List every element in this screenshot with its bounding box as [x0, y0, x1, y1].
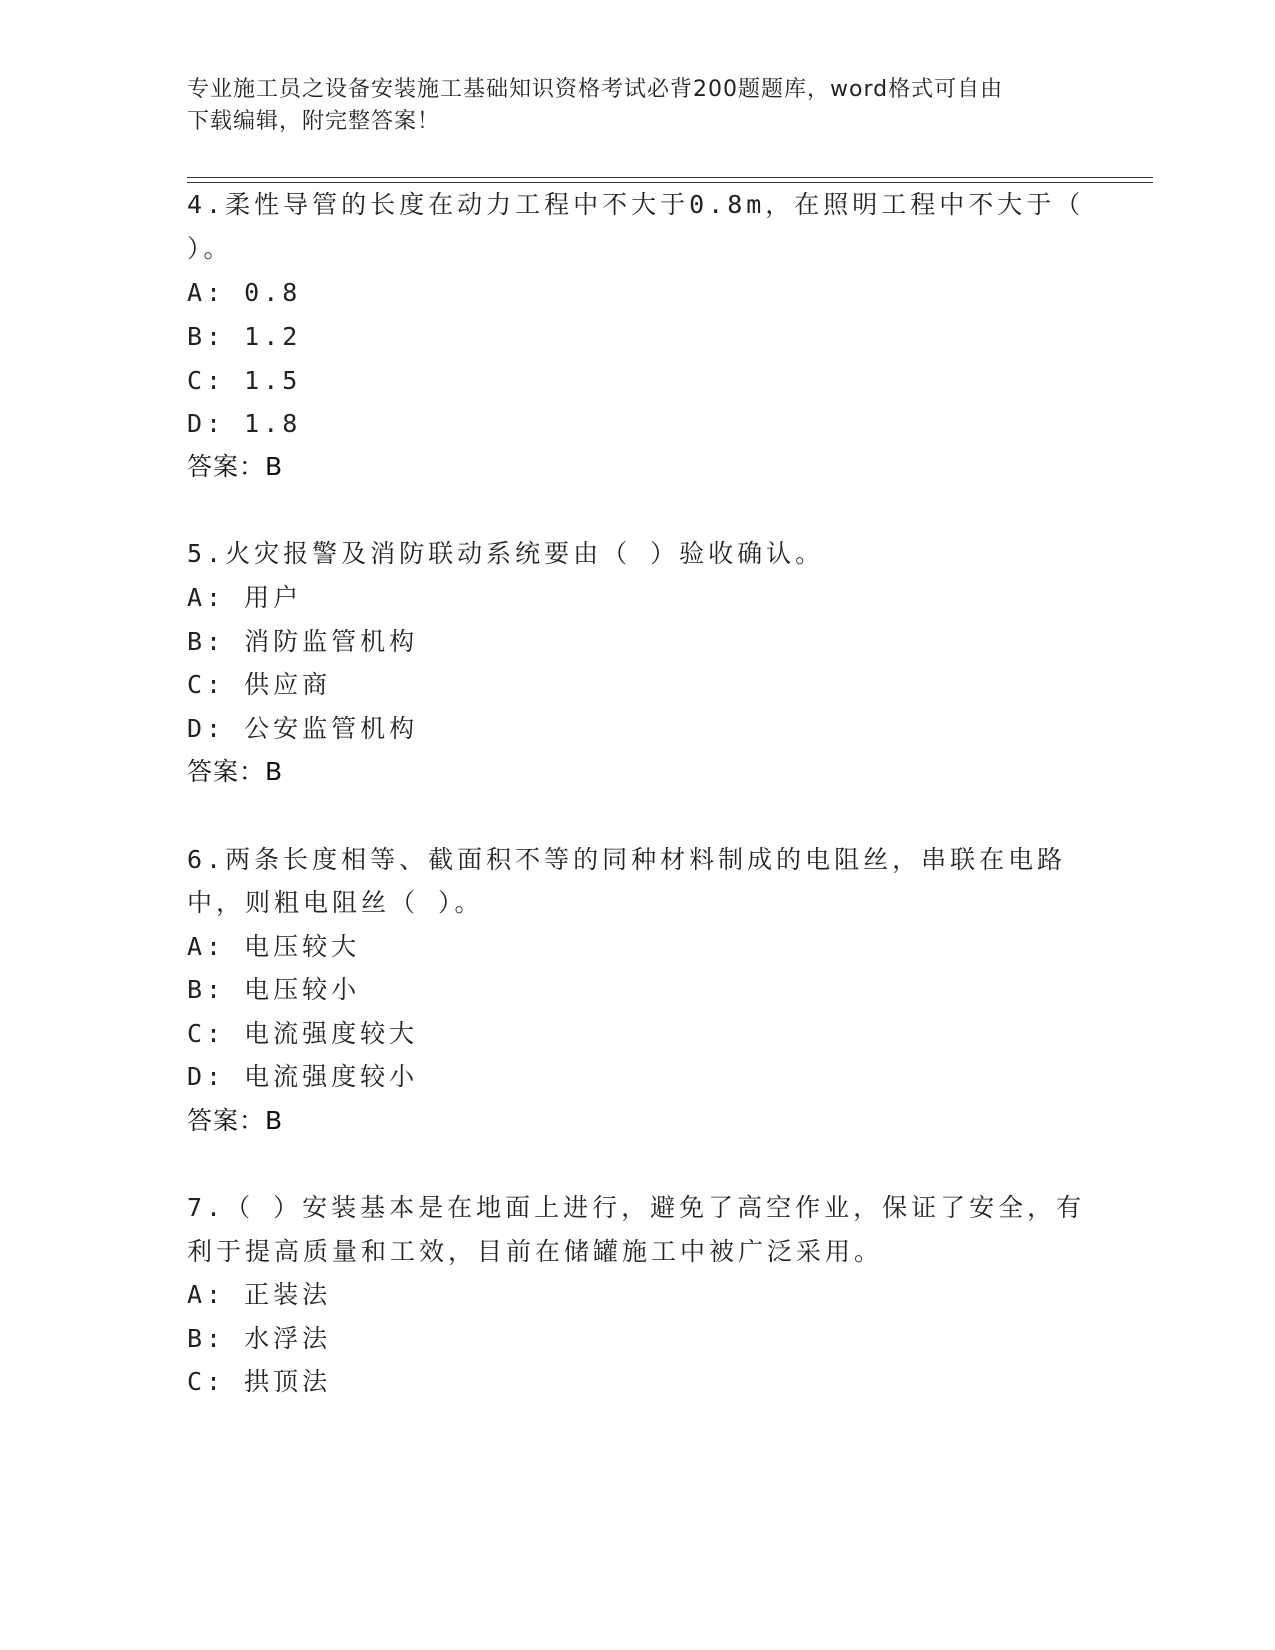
question-6-answer: 答案：B — [187, 1106, 284, 1135]
question-4-option-c: C: 1.5 — [187, 366, 302, 395]
question-5-stem-line-1: 5.火灾报警及消防联动系统要由（ ）验收确认。 — [187, 539, 825, 568]
header-line-2: 下载编辑，附完整答案！ — [187, 109, 441, 134]
question-5-option-b: B: 消防监管机构 — [187, 627, 419, 656]
question-7-stem-line-2: 利于提高质量和工效，目前在储罐施工中被广泛采用。 — [187, 1237, 884, 1266]
question-4-option-a: A: 0.8 — [187, 278, 302, 307]
question-4-option-d: D: 1.8 — [187, 409, 302, 438]
question-6-stem-line-1: 6.两条长度相等、截面积不等的同种材料制成的电阻丝，串联在电路 — [187, 845, 1067, 874]
question-5-answer: 答案：B — [187, 757, 284, 786]
question-4-stem-line-1: 4.柔性导管的长度在动力工程中不大于0.8m，在照明工程中不大于（ — [187, 190, 1085, 219]
question-6-option-d: D: 电流强度较小 — [187, 1062, 419, 1091]
question-7-option-c: C: 拱顶法 — [187, 1367, 332, 1396]
question-6-option-b: B: 电压较小 — [187, 975, 361, 1004]
question-5-option-a: A: 用户 — [187, 583, 303, 612]
header-divider-bottom — [187, 182, 1153, 183]
question-5-option-c: C: 供应商 — [187, 670, 332, 699]
question-4-stem-line-2: ）。 — [187, 234, 233, 263]
question-7-option-a: A: 正装法 — [187, 1280, 332, 1309]
question-4-answer: 答案：B — [187, 452, 284, 481]
question-5-option-d: D: 公安监管机构 — [187, 714, 419, 743]
document-header — [187, 74, 1087, 138]
question-6-stem-line-2: 中，则粗电阻丝（ ）。 — [187, 888, 484, 917]
question-6-option-a: A: 电压较大 — [187, 932, 361, 961]
question-7-option-b: B: 水浮法 — [187, 1324, 332, 1353]
question-4-option-b: B: 1.2 — [187, 322, 302, 351]
header-divider-top — [187, 177, 1153, 178]
question-7-stem-line-1: 7.（ ）安装基本是在地面上进行，避免了高空作业，保证了安全，有 — [187, 1193, 1086, 1222]
header-line-1: 专业施工员之设备安装施工基础知识资格考试必背200题题库，word格式可自由 — [187, 77, 1004, 102]
question-6-option-c: C: 电流强度较大 — [187, 1019, 419, 1048]
